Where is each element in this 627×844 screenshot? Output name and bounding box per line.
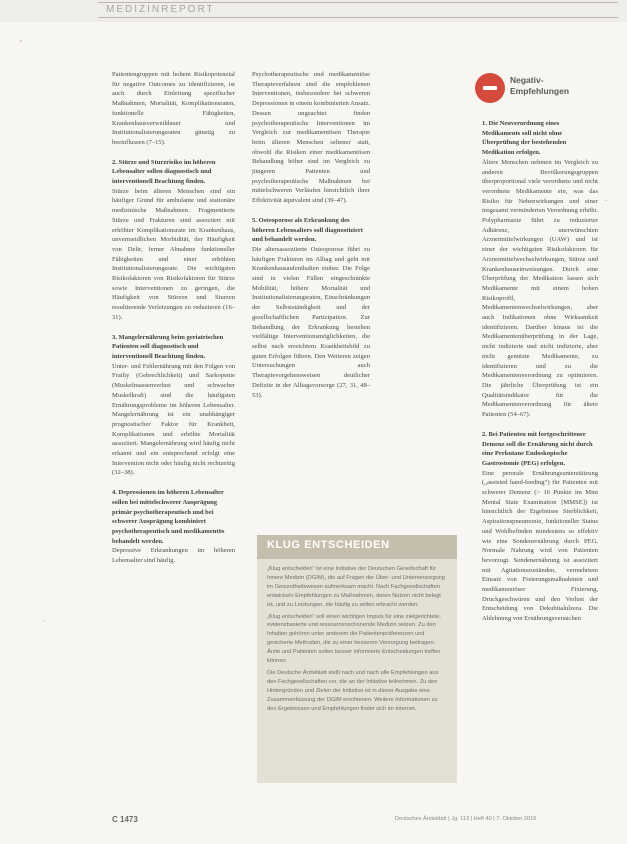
negative-recommendations-badge bbox=[472, 70, 600, 110]
no-entry-icon bbox=[475, 73, 505, 103]
section-rubric bbox=[98, 2, 618, 18]
col1-heading-3: 3. Mangelernährung beim geriatrischen Patienten soll diagnostisch und interventionell Beachtung finden. bbox=[112, 333, 224, 360]
text-column-2 bbox=[252, 70, 370, 522]
col2-heading-5: 5. Osteoporose als Erkrankung des höheren Lebensalters soll diagnostiziert und behandelt werden. bbox=[252, 216, 363, 244]
no-entry-bar bbox=[483, 86, 497, 90]
text-column-3 bbox=[482, 119, 598, 819]
klug-paragraph-3: Die Deutsche Ärzteblatt stellt nach und nach alle Empfehlungen aus den Fachgesellschaften vor, die an der Initiative teilnehmen. Zu den Hintergründen und Zielen der Initiative ist in dieser Ausgabe eine Zusammenfassung der DGIM erschienen. Weitere Informationen zu den Ergebnissen und Empfehlungen findet sich im Internet. bbox=[267, 669, 439, 712]
klug-paragraph-1: „Klug entscheiden“ ist eine Initiative der Deutschen Gesellschaft für Innere Medizin (DGIM), die auf Fragen der Über- und Unterversorgung im Gesundheitswesen aufmerksam macht. Nach Fachgesellschaften entwickeln Empfehlungen zu Maßnahmen, deren Nutzen nicht belegt ist, und zu Leistungen, die häufig zu selten erbracht werden. bbox=[267, 566, 445, 608]
page-number: C 1473 bbox=[112, 815, 138, 824]
col3-text-2: Eine perorale Ernährungsunterstützung („assisted hand-feeding“) für Patienten mit schwerer Demenz (> 16 Punkte im Mini Mental State Examination [MMSE]) ist hinsichtlich der Ergebnisse Sterblichkeit, Aspirationspneumonie, funktioneller Status und Wohlbefinden mindestens so effektiv wie eine Sondenernährung durch PEG. Normale Nahrung wird von Patienten bevorzugt. Sondenernährung ist assoziiert mit Agitationszuständen, vermehrtem Einsatz von Fixierungsmaßnahmen und medikamentöser Fixierung, Druckgeschwüren und den Verlust der Entscheidung von Dekubitalulzera. Die Ablehnung von Ernährungsversuchen bbox=[482, 469, 598, 623]
text-column-1 bbox=[112, 70, 235, 750]
scan-speck bbox=[44, 620, 45, 622]
col1-text-3: Unter- und Fehlernährung mit den Folgen von Frailty (Gebrechlichkeit) und Sarkopenie (Muskelmassenverlust und schwacher Muskelkraft) sind die häufigsten Ernährungsprobleme im höheren Lebensalter. Mangelernährung ist ein unabhängiger prognostischer Faktor für Krankheit, Komplikationen und erhöhte Mortalität assoziiert. Mangelernährung wird häufig nicht erkannt und ein entsprechend erfolgt eine Intervention nicht oder häufig nicht rechtzeitig (32–38). bbox=[112, 362, 235, 477]
col2-text-5: Die altersassoziierte Osteoporose führt zu häufigen Frakturen im Alltag und geht mit Krankenhausaufenthalten einher. Die Folge sind in vielen Fällen eingeschränkte Mobilität, höhere Mortalität und Institutionalisierungsraten, Einschränkungen der Selbstständigkeit und der gesellschaftlichen Partizipation. Zur Behandlung der Erkrankung bestehen vielfältige Interventionsmöglichkeiten, die selbst nach erreichtem Krankheitsbild zu guten Erfolgen führen. Den Weiteren zeigen Untersuchungen auch Therapievorgehensweisen deutlicher Defizite in der Alltagsvorsorge (27, 31, 48–53). bbox=[252, 245, 370, 399]
col1-heading-2: 2. Stürze und Sturzrisiko im höheren Lebensalter sollen diagnostisch und interventionell Beachtung finden. bbox=[112, 158, 216, 186]
scan-speck bbox=[605, 200, 607, 201]
klug-paragraph-2: „Klug entscheiden“ soll einen wichtigen Impuls für eine zielgerichtete, evidenzbasierte und ressourcenschonende Medizin setzen. Zu den Inhalten gehören unter anderem die Patientenpräferenzen und gesicherte Methoden, die zu einer besseren Versorgung beitragen. Ärzte und Patienten sollen besser informierte Entscheidungen treffen können. bbox=[267, 613, 441, 665]
journal-citation: Deutsches Ärzteblatt | Jg. 113 | Heft 40 | 7. Oktober 2016 bbox=[395, 816, 537, 822]
klug-entscheiden-body bbox=[267, 565, 447, 779]
klug-entscheiden-box bbox=[257, 535, 457, 783]
col3-text-1: Ältere Menschen nehmen im Vergleich zu anderen Bevölkerungsgruppen überproportional viele verordnete und nicht verordnete Medikamente ein, was das Risiko für Nebenwirkungen und einer insgesamt verminderten Verordnung erhöht. Polypharmazie führt zu reduzierter Adhärenz, unerwünschten Arzneimittelwirkungen (UAW) und ist einer der wichtigsten Risikofaktoren für Arzneimittelwechselwirkungen, Stürze und Krankenhauseinweisungen. Durch eine Überprüfung der Medikation lassen sich Medikamente mit einem hohen Risikoprofil, Medikamentenwechselwirkungen, aber auch Indikationen ohne Wirksamkeit identifizieren. Darüber hinaus ist die Medikamentenüberprüfung in der Lage, nicht indizierte und nicht indizierte, aber nicht genutzte Medikamente, zu identifizieren und zu die Medikamentenverordnung zu optimieren. Die jährliche Überprüfung ist ein Qualitätsindikator für die Medikamentenverordnung für ältere Patienten (54–67). bbox=[482, 158, 598, 419]
col1-text-4: Depressive Erkrankungen im höheren Lebensalter sind häufig. bbox=[112, 547, 235, 565]
col2-intro: Psychotherapeutische und medikamentöse Therapieverfahren sind die empfohlenen Interventionen, insbesondere bei schweren Depressionen in einem kombinierten Ansatz. Dessen ungeachtet finden psychotherapeutische Interventionen im Vergleich zur medikamentösen Therapie beim älteren Menschen seltener statt, obwohl die Risiken einer medikamentösen Behandlung höher sind im Vergleich zu jüngeren Patienten und psychotherapeutische Maßnahmen bei mittelschweren Verläufen hinsichtlich ihrer Effektivität äquivalent sind (39–47). bbox=[252, 71, 370, 205]
col3-heading-2: 2. Bei Patienten mit fortgeschrittener Demenz soll die Ernährung nicht durch eine Perkutane Endoskopische Gastrostomie (PEG) erfolgen. bbox=[482, 430, 593, 467]
col3-heading-1: 1. Die Neuverordnung eines Medikaments soll nicht ohne Überprüfung der bestehenden Medikation erfolgen. bbox=[482, 120, 567, 157]
col1-heading-4: 4. Depressionen im höheren Lebensalter sollen bei mittelschwerer Ausprägung primär psychotherapeutisch und bei schwerer Ausprägung kombiniert psychotherapeutisch und medikamentös behandelt werden. bbox=[112, 489, 225, 545]
scan-speck bbox=[20, 40, 22, 42]
rubric-label: MEDIZINREPORT bbox=[106, 4, 215, 15]
negative-recommendations-title: Negativ-Empfehlungen bbox=[510, 75, 570, 96]
klug-entscheiden-title: KLUG ENTSCHEIDEN bbox=[267, 539, 390, 551]
col1-intro: Patientengruppen mit hohem Risikopotenzial für negative Outcomes zu identifizieren, ist auch durch Einleitung spezifischer Maßnahmen, Mortalität, Komplikationsraten, funktionelle Fähigkeiten, Krankenhausverweildauer und Institutionalisierungsraten günstig zu beeinflussen (7–15). bbox=[112, 71, 235, 146]
col1-text-2: Stürze beim älteren Menschen sind ein häufiger Grund für ambulante und stationäre medizinische Maßnahmen. Fragmentierte Stürze und Frakturen sind assoziiert mit erhöhter Komplikationsrate im Krankenhaus, unvermeidlichen Morbidität, der Häufigkeit von Delir, ferner Abnahme funktioneller Fähigkeiten und einer erhöhten Institutionalisierungsrate. Die wichtigsten Risikofaktoren von Risikofaktoren für Stürze sowie Interventionen zu geringen, die Häufigkeit von Stürzen und Sturzen resultierende Verletzungen zu reduzieren (16–31). bbox=[112, 187, 235, 321]
klug-entscheiden-header bbox=[257, 535, 457, 559]
